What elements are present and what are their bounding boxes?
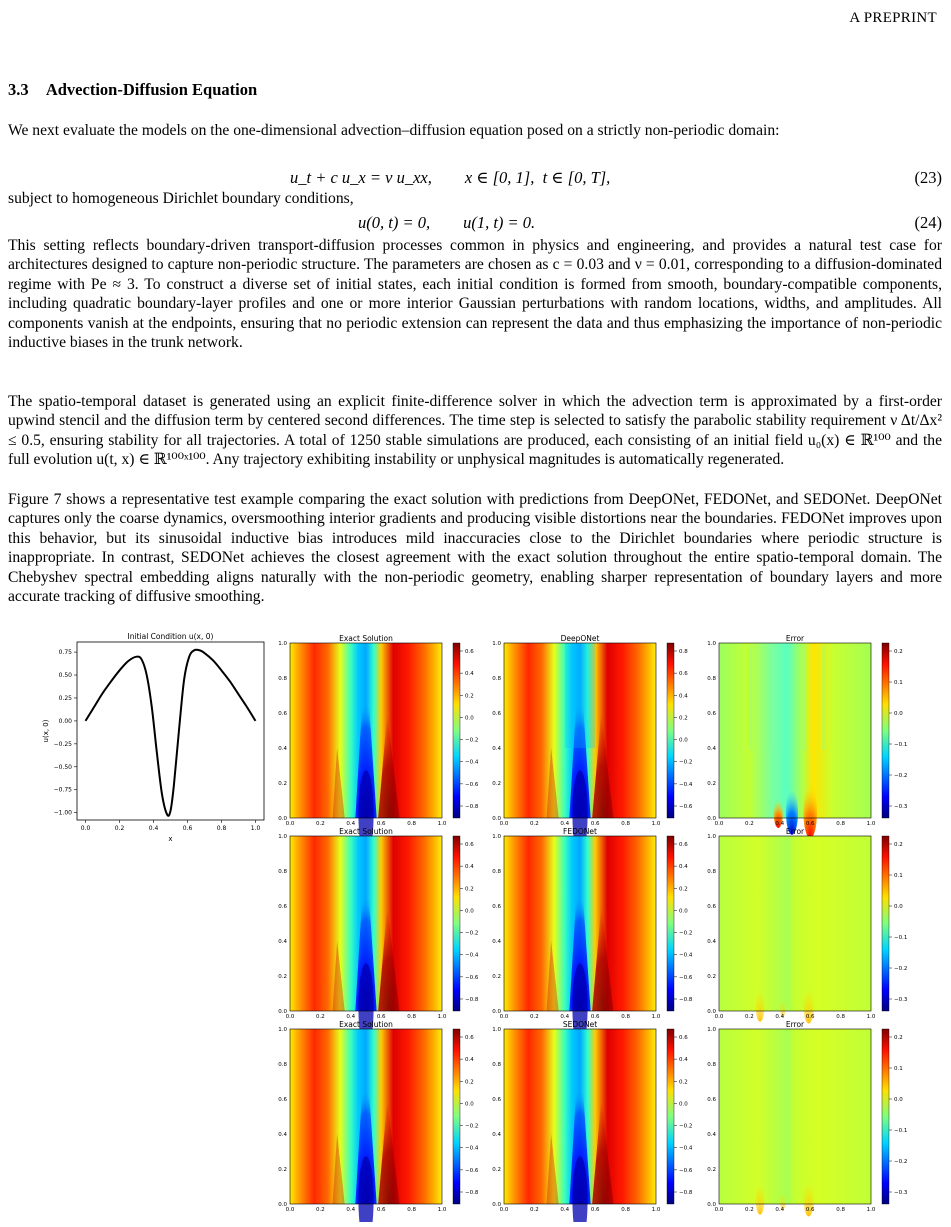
colorbar-tick-label: 0.2: [679, 1079, 688, 1086]
y-tick-label: 1.0: [492, 1027, 501, 1033]
x-tick-label: 0.2: [316, 1014, 325, 1020]
x-tick-label: 1.0: [651, 821, 661, 827]
figure-7: [40, 632, 920, 1222]
colorbar-tick-label: 0.0: [894, 711, 903, 717]
x-tick-label: 0.8: [836, 1014, 845, 1020]
colorbar-tick-label: −0.6: [679, 974, 693, 981]
colorbar-tick-label: −0.2: [465, 930, 479, 937]
colorbar-tick-label: −0.2: [679, 759, 693, 766]
error-row2-field: [719, 836, 871, 1011]
colorbar-tick-label: −0.1: [894, 1128, 908, 1134]
section-number: 3.3: [8, 80, 29, 99]
y-tick-label: 0.4: [492, 746, 501, 752]
x-tick-label: 0.2: [316, 821, 325, 827]
equation-23-body: u_t + c u_x = ν u_xx, x ∈ [0, 1], t ∈ [0, T],: [290, 168, 611, 187]
error-row3-title: Error: [785, 1020, 805, 1029]
x-tick-label: 0.8: [407, 1014, 416, 1020]
x-tick-label: 0.2: [316, 1207, 325, 1213]
equation-23-number: (23): [914, 168, 942, 187]
y-tick-label: 0.8: [278, 676, 287, 682]
colorbar-tick-label: 0.2: [679, 886, 688, 893]
y-tick-label: 0.0: [278, 1009, 287, 1015]
y-tick-label: 0.8: [492, 676, 501, 682]
x-tick-label: 0.4: [560, 1207, 570, 1213]
colorbar-tick-label: 0.0: [679, 908, 688, 915]
exact-row3-title: Exact Solution: [339, 1020, 393, 1029]
y-tick-label: 0.6: [492, 904, 501, 910]
y-tick-label: 0.4: [278, 746, 287, 752]
colorbar-tick-label: 0.2: [465, 693, 474, 700]
colorbar-tick-label: −0.3: [894, 804, 908, 810]
x-tick-label: 0.6: [590, 821, 600, 827]
y-tick-label: 1.0: [707, 834, 716, 840]
colorbar-tick-label: 0.6: [465, 1035, 474, 1041]
y-tick-label: 0.4: [707, 939, 716, 945]
y-tick-label: 0.0: [492, 1009, 501, 1015]
y-tick-label: 0.2: [278, 1167, 287, 1173]
error-row3-colorbar: [882, 1029, 889, 1204]
x-tick-label: 0.6: [590, 1014, 600, 1020]
y-tick-label: 0.4: [707, 746, 716, 752]
equation-24-body: u(0, t) = 0, u(1, t) = 0.: [358, 213, 536, 232]
colorbar-tick-label: 0.4: [465, 1057, 474, 1064]
y-tick-label: 0.2: [707, 781, 716, 787]
exact-row3-colorbar: [453, 1029, 460, 1204]
x-tick-label: 0.0: [285, 821, 295, 827]
y-tick-label: 1.0: [492, 641, 501, 647]
x-tick-label: 0.8: [621, 1014, 630, 1020]
model-row1-colorbar: [667, 643, 674, 818]
y-tick-label: 0.8: [278, 869, 287, 875]
x-tick-label: 0.2: [745, 1014, 754, 1020]
colorbar-tick-label: −0.6: [465, 974, 479, 981]
colorbar-tick-label: 0.0: [679, 737, 688, 744]
y-tick-label: 0.4: [492, 1132, 501, 1138]
plot-title: Initial Condition u(x, 0): [127, 632, 214, 641]
y-tick-label: 0.8: [278, 1062, 287, 1068]
x-tick-label: 0.0: [80, 825, 91, 832]
y-tick-label: 0.6: [278, 711, 287, 717]
x-tick-label: 0.8: [407, 1207, 416, 1213]
colorbar-tick-label: 0.6: [679, 1035, 688, 1041]
heatmap-grid: [278, 634, 908, 1222]
colorbar-tick-label: −0.2: [894, 1159, 908, 1165]
initial-condition-plot: [42, 632, 264, 843]
colorbar-tick-label: −0.8: [465, 804, 479, 810]
colorbar-tick-label: 0.8: [679, 649, 688, 655]
colorbar-tick-label: −0.4: [679, 781, 693, 788]
y-tick-label: 0.6: [707, 711, 716, 717]
y-tick-label: 1.0: [492, 834, 501, 840]
x-tick-label: 0.0: [499, 1207, 509, 1213]
y-tick-label: 0.2: [278, 974, 287, 980]
colorbar-tick-label: −0.6: [465, 1167, 479, 1174]
colorbar-tick-label: 0.6: [465, 649, 474, 655]
y-tick-label: 1.0: [707, 1027, 716, 1033]
colorbar-tick-label: 0.0: [894, 1097, 903, 1103]
colorbar-tick-label: 0.2: [894, 649, 903, 655]
y-tick-label: 0.8: [707, 1062, 716, 1068]
y-tick-label: 0.0: [492, 1202, 501, 1208]
x-tick-label: 0.2: [114, 825, 125, 832]
colorbar-tick-label: 0.2: [679, 715, 688, 722]
colorbar-tick-label: −0.1: [894, 935, 908, 941]
x-tick-label: 0.0: [714, 821, 724, 827]
x-tick-label: 0.8: [216, 825, 227, 832]
colorbar-tick-label: −0.8: [679, 1190, 693, 1196]
error-blob: [755, 1183, 764, 1215]
x-tick-label: 1.0: [651, 1014, 661, 1020]
y-tick-label: 0.2: [492, 974, 501, 980]
colorbar-tick-label: 0.1: [894, 1066, 903, 1072]
colorbar-tick-label: 0.4: [679, 864, 688, 871]
y-tick-label: 0.0: [707, 816, 716, 822]
y-tick-label: 0.2: [492, 781, 501, 787]
y-tick-label: 0.0: [707, 1009, 716, 1015]
colorbar-tick-label: −0.1: [894, 742, 908, 748]
colorbar-tick-label: −0.2: [894, 966, 908, 972]
colorbar-tick-label: 0.1: [894, 680, 903, 686]
colorbar-tick-label: −0.4: [679, 1145, 693, 1152]
x-tick-label: 0.4: [560, 821, 570, 827]
paragraph-dataset: The spatio-temporal dataset is generated using an explicit finite-difference solver in which the advection term is approximated by a first-order upwind stencil and the diffusion term by centered second differences. The time step is selected to satisfy the parabolic stability requirement ν Δt/Δx² ≤ 0.5, ensuring stability for all trajectories. A total of 1250 stable simulations are produced, each consisting of an initial field u₀(x) ∈ ℝ¹⁰⁰ and the full evolution u(t, x) ∈ ℝ¹⁰⁰ˣ¹⁰⁰. Any trajectory exhibiting instability or unphysical magnitudes is automatically regenerated.: [8, 393, 942, 469]
y-tick-label: 0.00: [58, 717, 72, 725]
colorbar-tick-label: 0.6: [679, 842, 688, 848]
colorbar-tick-label: 0.2: [894, 1035, 903, 1041]
y-tick-label: 0.4: [707, 1132, 716, 1138]
colorbar-tick-label: −0.2: [465, 1123, 479, 1130]
colorbar-tick-label: 0.2: [465, 886, 474, 893]
x-tick-label: 1.0: [651, 1207, 661, 1213]
x-tick-label: 0.4: [775, 1014, 785, 1020]
colorbar-tick-label: −0.6: [679, 804, 693, 810]
colorbar-tick-label: −0.4: [679, 952, 693, 959]
error-blob: [755, 990, 764, 1022]
x-tick-label: 0.6: [590, 1207, 600, 1213]
x-tick-label: 0.4: [775, 821, 785, 827]
x-tick-label: 0.2: [745, 821, 754, 827]
y-tick-label: 0.4: [278, 1132, 287, 1138]
x-tick-label: 0.2: [530, 821, 539, 827]
colorbar-tick-label: 0.6: [679, 671, 688, 678]
y-tick-label: 1.0: [278, 1027, 287, 1033]
x-tick-label: 0.6: [376, 1014, 386, 1020]
y-tick-label: 0.75: [58, 649, 72, 657]
x-tick-label: 0.6: [182, 825, 193, 832]
x-tick-label: 0.6: [805, 821, 815, 827]
colorbar-tick-label: 0.4: [465, 864, 474, 871]
y-tick-label: 0.0: [278, 1202, 287, 1208]
y-tick-label: 1.0: [278, 641, 287, 647]
colorbar-tick-label: −0.4: [465, 759, 479, 766]
colorbar-tick-label: −0.6: [679, 1167, 693, 1174]
y-tick-label: 0.4: [492, 939, 501, 945]
model-row2-title: FEDONet: [563, 827, 597, 836]
x-tick-label: 1.0: [250, 825, 261, 832]
y-tick-label: 1.0: [707, 641, 716, 647]
x-tick-label: 0.0: [499, 1014, 509, 1020]
x-tick-label: 0.4: [775, 1207, 785, 1213]
x-tick-label: 0.2: [530, 1014, 539, 1020]
x-tick-label: 0.6: [376, 821, 386, 827]
colorbar-tick-label: 0.0: [894, 904, 903, 910]
y-tick-label: −0.75: [53, 786, 72, 794]
paragraph-bc-intro: subject to homogeneous Dirichlet boundary conditions,: [8, 190, 354, 207]
y-tick-label: 0.8: [492, 869, 501, 875]
x-tick-label: 0.4: [346, 1014, 356, 1020]
colorbar-tick-label: −0.2: [679, 930, 693, 937]
y-tick-label: 0.6: [492, 1097, 501, 1103]
exact-row2-colorbar: [453, 836, 460, 1011]
exact-row1-title: Exact Solution: [339, 634, 393, 643]
model-row2-colorbar: [667, 836, 674, 1011]
x-tick-label: 1.0: [437, 1014, 447, 1020]
y-tick-label: −0.25: [53, 740, 72, 748]
y-tick-label: 0.25: [58, 694, 72, 702]
colorbar-tick-label: −0.2: [465, 737, 479, 744]
colorbar-tick-label: 0.4: [679, 1057, 688, 1064]
paragraph-setting: This setting reflects boundary-driven transport-diffusion processes common in physics and engineering, and provides a natural test case for architectures designed to capture non-periodic structure. The parameters are chosen as c = 0.03 and ν = 0.01, corresponding to a diffusion-dominated regime with Pe ≈ 3. To construct a diverse set of initial states, each initial condition is formed from smooth, boundary-compatible components, including quadratic boundary-layer profiles and one or more interior Gaussian perturbations with random locations, widths, and amplitudes. All components vanish at the endpoints, ensuring that no periodic extension can represent the data and thus emphasizing the importance of non-periodic inductive biases in the trunk network.: [8, 237, 942, 352]
colorbar-tick-label: −0.4: [465, 1145, 479, 1152]
x-tick-label: 0.4: [560, 1014, 570, 1020]
x-tick-label: 0.0: [499, 821, 509, 827]
x-tick-label: 0.0: [285, 1014, 295, 1020]
error-row3-field: [719, 1029, 871, 1204]
colorbar-tick-label: 0.2: [894, 842, 903, 848]
y-tick-label: 0.2: [278, 781, 287, 787]
y-tick-label: 0.8: [707, 676, 716, 682]
running-header: A PREPRINT: [849, 10, 937, 26]
colorbar-tick-label: −0.2: [679, 1123, 693, 1130]
section-heading: [8, 80, 257, 100]
x-tick-label: 0.0: [714, 1207, 724, 1213]
error-blob: [803, 786, 817, 839]
y-tick-label: 0.0: [492, 816, 501, 822]
colorbar-tick-label: 0.0: [465, 1101, 474, 1108]
x-tick-label: 0.8: [836, 1207, 845, 1213]
x-tick-label: 1.0: [437, 821, 447, 827]
x-axis-label: x: [168, 835, 173, 843]
x-tick-label: 0.0: [714, 1014, 724, 1020]
exact-row1-colorbar: [453, 643, 460, 818]
x-tick-label: 1.0: [866, 1014, 876, 1020]
y-tick-label: −0.50: [53, 763, 72, 771]
colorbar-tick-label: 0.4: [465, 671, 474, 678]
paragraph-figure-discussion: Figure 7 shows a representative test example comparing the exact solution with predictions from DeepONet, FEDONet, and SEDONet. DeepONet captures only the coarse dynamics, oversmoothing interior gradients and producing visible distortions near the boundaries. FEDONet improves upon this behavior, but its sinusoidal inductive bias introduces mild inaccuracies close to the Dirichlet boundaries where periodic structure is inappropriate. In contrast, SEDONet achieves the closest agreement with the exact solution throughout the entire spatio-temporal domain. The Chebyshev spectral embedding aligns naturally with the non-periodic geometry, enabling sharper representation of boundary layers and more accurate tracking of diffusive smoothing.: [8, 491, 942, 606]
x-tick-label: 1.0: [437, 1207, 447, 1213]
error-row1-title: Error: [785, 634, 805, 643]
y-tick-label: 0.8: [707, 869, 716, 875]
x-tick-label: 0.4: [346, 1207, 356, 1213]
colorbar-tick-label: −0.8: [465, 997, 479, 1003]
plot-frame: [77, 642, 264, 820]
colorbar-tick-label: −0.6: [465, 781, 479, 788]
error-row1-field: [719, 643, 871, 818]
y-tick-label: 0.0: [278, 816, 287, 822]
x-tick-label: 0.8: [836, 821, 845, 827]
x-tick-label: 0.8: [407, 821, 416, 827]
error-row2-colorbar: [882, 836, 889, 1011]
colorbar-tick-label: 0.4: [679, 693, 688, 700]
x-tick-label: 1.0: [866, 1207, 876, 1213]
x-tick-label: 1.0: [866, 821, 876, 827]
y-tick-label: 0.6: [707, 904, 716, 910]
y-tick-label: 0.2: [707, 1167, 716, 1173]
x-tick-label: 0.6: [805, 1014, 815, 1020]
model-row1-title: DeepONet: [560, 634, 600, 643]
paragraph-intro: We next evaluate the models on the one-dimensional advection–diffusion equation posed on a strictly non-periodic domain:: [8, 122, 780, 139]
section-title: Advection-Diffusion Equation: [45, 80, 258, 99]
x-tick-label: 0.6: [805, 1207, 815, 1213]
x-tick-label: 0.2: [530, 1207, 539, 1213]
colorbar-tick-label: 0.2: [465, 1079, 474, 1086]
initial-condition-line: [86, 650, 256, 816]
x-tick-label: 0.2: [745, 1207, 754, 1213]
colorbar-tick-label: −0.2: [894, 773, 908, 779]
x-tick-label: 0.6: [376, 1207, 386, 1213]
equation-24-number: (24): [914, 213, 942, 232]
colorbar-tick-label: −0.8: [465, 1190, 479, 1196]
y-axis-label: u(x, 0): [42, 719, 50, 743]
y-tick-label: 0.6: [278, 904, 287, 910]
x-tick-label: 0.4: [148, 825, 159, 832]
colorbar-tick-label: 0.0: [465, 715, 474, 722]
y-tick-label: 0.4: [278, 939, 287, 945]
colorbar-tick-label: 0.1: [894, 873, 903, 879]
y-tick-label: 0.50: [58, 672, 72, 680]
y-tick-label: 0.2: [492, 1167, 501, 1173]
y-tick-label: 0.6: [707, 1097, 716, 1103]
colorbar-tick-label: −0.8: [679, 997, 693, 1003]
colorbar-tick-label: 0.0: [465, 908, 474, 915]
y-tick-label: 1.0: [278, 834, 287, 840]
exact-row2-title: Exact Solution: [339, 827, 393, 836]
x-tick-label: 0.4: [346, 821, 356, 827]
colorbar-tick-label: 0.6: [465, 842, 474, 848]
colorbar-tick-label: −0.3: [894, 1190, 908, 1196]
x-tick-label: 0.0: [285, 1207, 295, 1213]
y-tick-label: 0.2: [707, 974, 716, 980]
y-tick-label: −1.00: [53, 809, 72, 817]
y-tick-label: 0.0: [707, 1202, 716, 1208]
model-row3-title: SEDONet: [562, 1020, 598, 1029]
error-row1-colorbar: [882, 643, 889, 818]
colorbar-tick-label: −0.3: [894, 997, 908, 1003]
colorbar-tick-label: −0.4: [465, 952, 479, 959]
model-row3-colorbar: [667, 1029, 674, 1204]
y-tick-label: 0.6: [278, 1097, 287, 1103]
y-tick-label: 0.8: [492, 1062, 501, 1068]
x-tick-label: 0.8: [621, 1207, 630, 1213]
error-row2-title: Error: [785, 827, 805, 836]
colorbar-tick-label: 0.0: [679, 1101, 688, 1108]
x-tick-label: 0.8: [621, 821, 630, 827]
y-tick-label: 0.6: [492, 711, 501, 717]
